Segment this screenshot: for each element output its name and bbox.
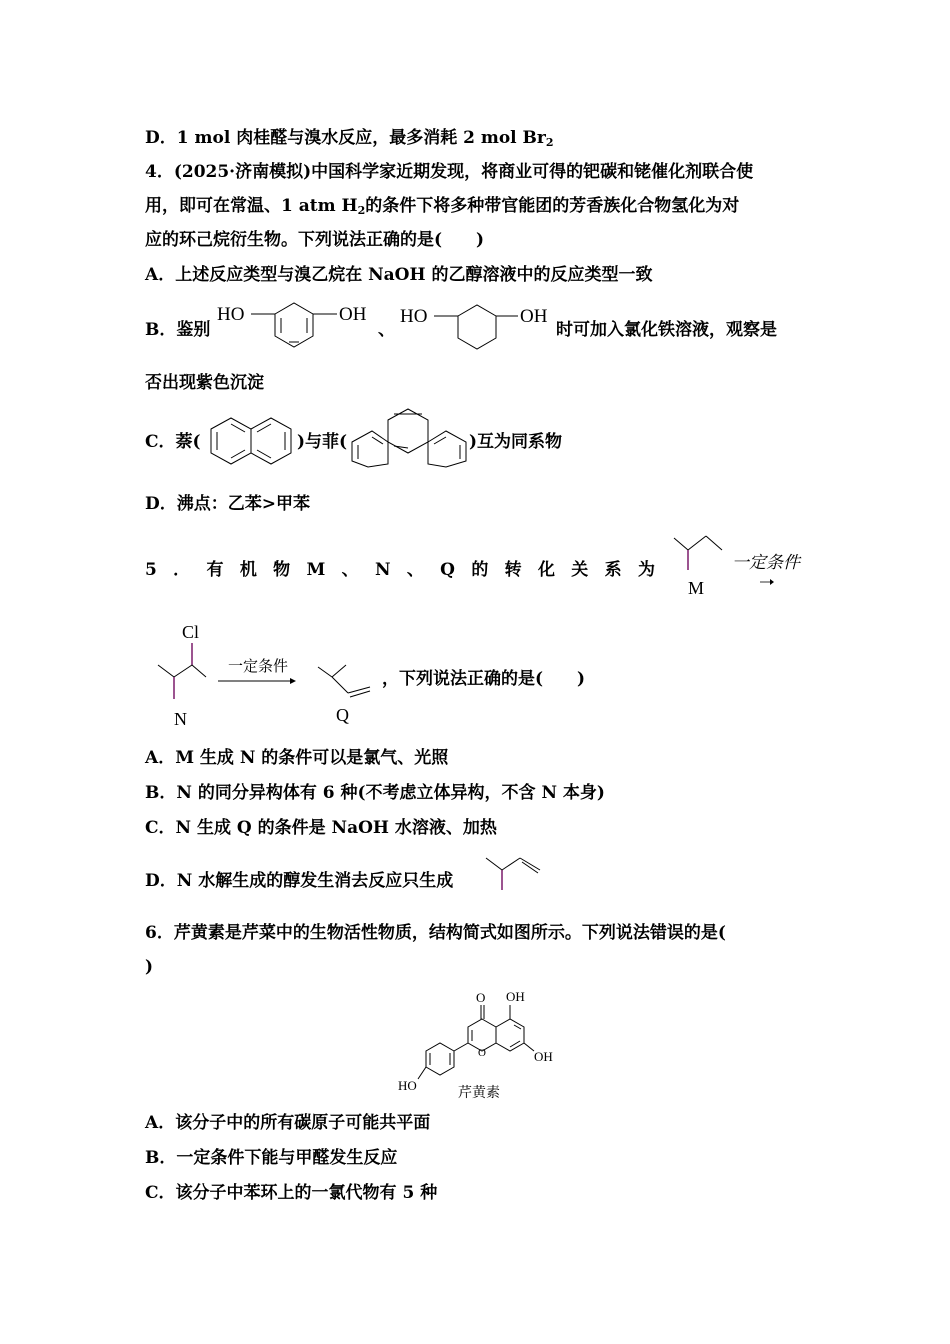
q4-option-b-cont: 否出现紫色沉淀 — [145, 373, 264, 393]
q5-option-b: B．N 的同分异构体有 6 种(不考虑立体异构，不含 N 本身) — [145, 783, 605, 803]
compound-m-structure — [672, 528, 812, 600]
q5-stem: 5 ． 有 机 物 M 、 N 、 Q 的 转 化 关 系 为 — [145, 560, 655, 580]
ho-label-2: HO — [400, 306, 428, 327]
oh-label-2: OH — [520, 306, 548, 327]
q4-option-c-end: )互为同系物 — [469, 432, 563, 452]
q4-option-b-separator: 、 — [378, 320, 395, 340]
phenanthrene-structure — [348, 404, 470, 470]
label-ho: HO — [398, 1078, 417, 1093]
condition-text-1: 一定条件 — [732, 553, 800, 572]
label-o: O — [476, 990, 486, 1005]
q4-option-c-mid: )与菲( — [297, 432, 348, 452]
ring-o: O — [478, 1047, 486, 1059]
cyclohexanediol-structure — [398, 300, 558, 360]
resorcinol-structure — [215, 298, 375, 358]
condition-text-2: 一定条件 — [228, 659, 289, 675]
q5-stem-tail: ，下列说法正确的是( ) — [382, 669, 586, 689]
ho-label: HO — [217, 304, 245, 325]
q4-option-b-text: 时可加入氯化铁溶液，观察是 — [556, 320, 777, 340]
q6-option-c: C．该分子中苯环上的一氯代物有 5 种 — [145, 1183, 438, 1203]
q4-option-a: A．上述反应类型与溴乙烷在 NaOH 的乙醇溶液中的反应类型一致 — [145, 265, 653, 285]
q5-option-c: C．N 生成 Q 的条件是 NaOH 水溶液、加热 — [145, 818, 497, 838]
q5-option-a: A．M 生成 N 的条件可以是氯气、光照 — [145, 748, 449, 768]
q4-option-c-label: C．萘( — [145, 432, 201, 452]
alkene-structure — [484, 852, 546, 894]
label-m: M — [688, 578, 705, 598]
apigenin-structure — [396, 985, 566, 1103]
q6-option-a: A．该分子中的所有碳原子可能共平面 — [145, 1113, 431, 1133]
label-oh-top: OH — [506, 989, 525, 1004]
q6-stem-line2: ) — [145, 957, 154, 977]
q4-option-b-label: B．鉴别 — [145, 320, 211, 340]
q5-option-d: D．N 水解生成的醇发生消去反应只生成 — [145, 871, 454, 891]
oh-label: OH — [339, 304, 367, 325]
q4-stem-line1: 4．(2025·济南模拟)中国科学家近期发现，将商业可得的钯碳和铑催化剂联合使 — [145, 162, 754, 182]
label-q: Q — [336, 705, 349, 725]
q4-option-d: D．沸点：乙苯>甲苯 — [145, 494, 310, 514]
caption-apigenin: 芹黄素 — [458, 1086, 500, 1101]
label-n: N — [174, 709, 187, 729]
q6-stem-line1: 6．芹黄素是芹菜中的生物活性物质，结构简式如图所示。下列说法错误的是( — [145, 923, 726, 943]
label-cl: Cl — [182, 622, 200, 642]
label-oh-right: OH — [534, 1049, 553, 1064]
q4-stem-line3: 应的环己烷衍生物。下列说法正确的是( ) — [145, 230, 485, 250]
q6-option-b: B．一定条件下能与甲醛发生反应 — [145, 1148, 398, 1168]
naphthalene-structure — [207, 415, 297, 471]
q4-stem-line2: 用，即可在常温、1 atm H2的条件下将多种带官能团的芳香族化合物氢化为对 — [145, 196, 740, 217]
q3-option-d: D．1 mol 肉桂醛与溴水反应，最多消耗 2 mol Br2 — [145, 128, 554, 149]
reaction-scheme-n-q — [150, 617, 390, 735]
